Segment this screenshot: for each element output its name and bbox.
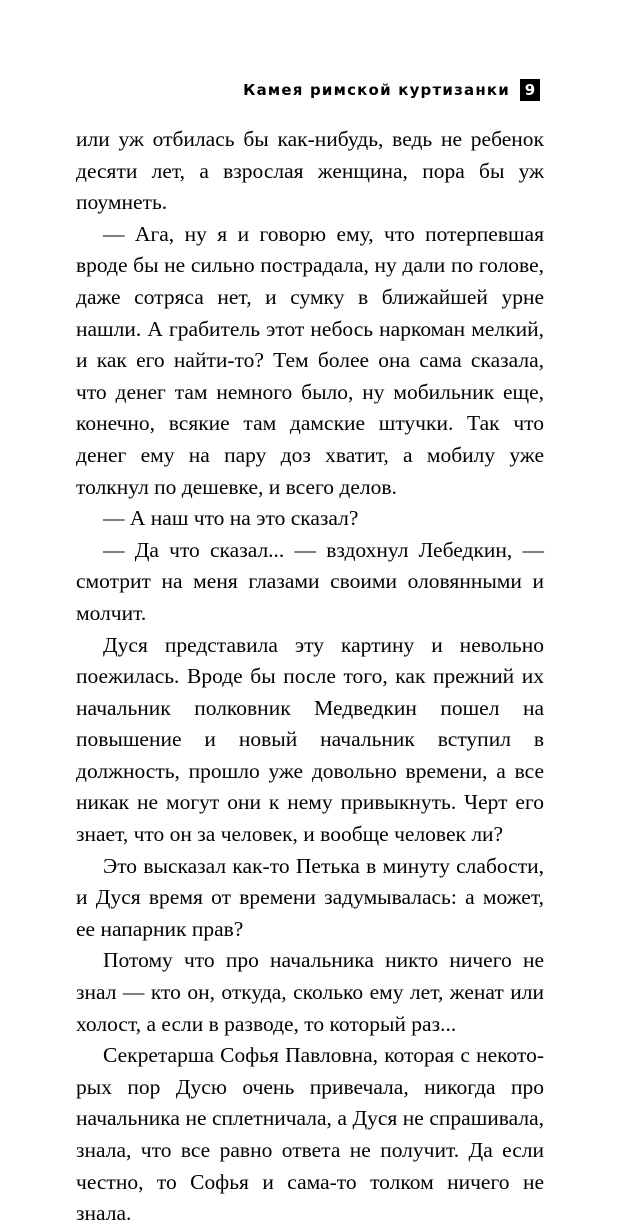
paragraph: — А наш что на это сказал?	[103, 506, 359, 531]
paragraph: Секретарша Софья Павловна, которая с некоторых пор Дусю очень привечала, никогда про начальника не сплетничала, а Дуся не спрашивала, знала, что все равно ответа не получит. Да если честно, то Софья и сама-то толком ничего не знала.	[76, 1043, 544, 1226]
page-number-badge: 9	[520, 79, 540, 101]
body-text	[76, 124, 544, 1230]
running-header	[80, 78, 540, 102]
paragraph: или уж отбилась бы как-нибудь, ведь не ребенок десяти лет, а взрослая женщина, пора бы уж поумнеть.	[76, 127, 544, 215]
paragraph: — Ага, ну я и говорю ему, что потерпевшая вроде бы не сильно пострадала, ну дали по голове, даже сотряса нет, и сумку в ближайшей урне нашли. А грабитель этот небось наркоман мелкий, и как его найти-то? Тем более она сама сказала, что денег там немного было, ну мобильник еще, конечно, всякие там дамские штучки. Так что денег ему на пару доз хватит, а мобилу уже толкнул по дешевке, и всего делов.	[76, 221, 544, 499]
paragraph: — Да что сказал... — вздохнул Лебедкин, — смотрит на меня глазами своими оловянными и молчит.	[76, 537, 544, 625]
book-title-header: Камея римской куртизанки	[243, 81, 510, 99]
paragraph: Это высказал как-то Петька в минуту слабости, и Дуся время от времени задумывалась: а может, ее напарник прав?	[76, 853, 544, 941]
paragraph: Потому что про начальника никто ничего не знал — кто он, откуда, сколько ему лет, женат или холост, а если в разводе, то который раз...	[76, 948, 544, 1036]
paragraph: Дуся представила эту картину и невольно поежилась. Вроде бы после того, как прежний их начальник полковник Медведкин пошел на повышение и новый начальник вступил в должность, прошло уже довольно времени, а все никак не могут они к нему привыкнуть. Черт его знает, что он за человек, и вообще человек ли?	[76, 632, 544, 847]
